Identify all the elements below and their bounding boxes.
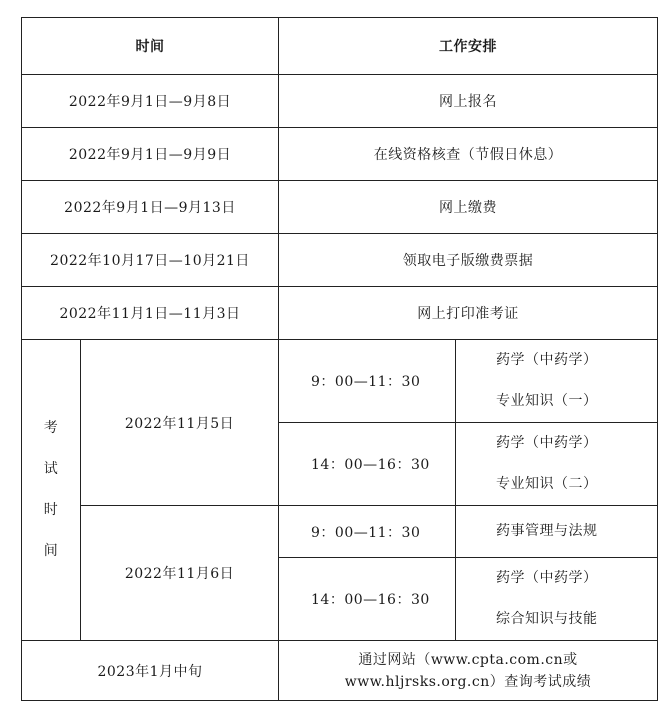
row-date: 2022年9月1日—9月8日: [22, 75, 279, 128]
table-row: [22, 506, 658, 558]
exam-label-char: 时: [43, 502, 59, 518]
subject-line: 专业知识（二）: [496, 476, 598, 492]
row-task: 网上报名: [279, 75, 658, 128]
exam-schedule-table: [21, 17, 658, 701]
exam-time-label: [22, 340, 81, 641]
exam-label-char: 试: [43, 461, 59, 477]
row-task: 网上打印准考证: [279, 287, 658, 340]
session-time: 9：00—11：30: [279, 506, 456, 558]
session-subject: [456, 340, 658, 423]
session-time: 14：00—16：30: [279, 423, 456, 506]
result-line: www.hljrsks.org.cn）查询考试成绩: [344, 673, 592, 690]
table-row: [22, 234, 658, 287]
row-task: 在线资格核查（节假日休息）: [279, 128, 658, 181]
exam-day-date: 2022年11月5日: [81, 340, 279, 506]
table-row: [22, 181, 658, 234]
session-time: 9：00—11：30: [279, 340, 456, 423]
row-date: 2022年10月17日—10月21日: [22, 234, 279, 287]
result-date: 2023年1月中旬: [22, 641, 279, 701]
row-date: 2022年9月1日—9月9日: [22, 128, 279, 181]
table-row: [22, 75, 658, 128]
row-task: 网上缴费: [279, 181, 658, 234]
session-time: 14：00—16：30: [279, 558, 456, 641]
row-task: 领取电子版缴费票据: [279, 234, 658, 287]
table-row: [22, 287, 658, 340]
header-time: 时间: [22, 18, 279, 75]
result-line: 通过网站（www.cpta.com.cn或: [358, 651, 578, 668]
subject-line: 药学（中药学）: [496, 352, 598, 368]
subject-line: 专业知识（一）: [496, 393, 598, 409]
result-info: [279, 641, 658, 701]
table-row: [22, 128, 658, 181]
session-subject: [456, 423, 658, 506]
subject-line: 药事管理与法规: [496, 523, 598, 539]
exam-day-date: 2022年11月6日: [81, 506, 279, 641]
row-date: 2022年11月1日—11月3日: [22, 287, 279, 340]
table-row: [22, 340, 658, 423]
subject-line: 药学（中药学）: [496, 570, 598, 586]
header-work: 工作安排: [279, 18, 658, 75]
session-subject: [456, 506, 658, 558]
exam-label-char: 间: [43, 543, 59, 559]
subject-line: 药学（中药学）: [496, 435, 598, 451]
subject-line: 综合知识与技能: [496, 611, 598, 627]
header-row: [22, 18, 658, 75]
row-date: 2022年9月1日—9月13日: [22, 181, 279, 234]
exam-label-char: 考: [43, 420, 59, 436]
table-row: [22, 641, 658, 701]
session-subject: [456, 558, 658, 641]
